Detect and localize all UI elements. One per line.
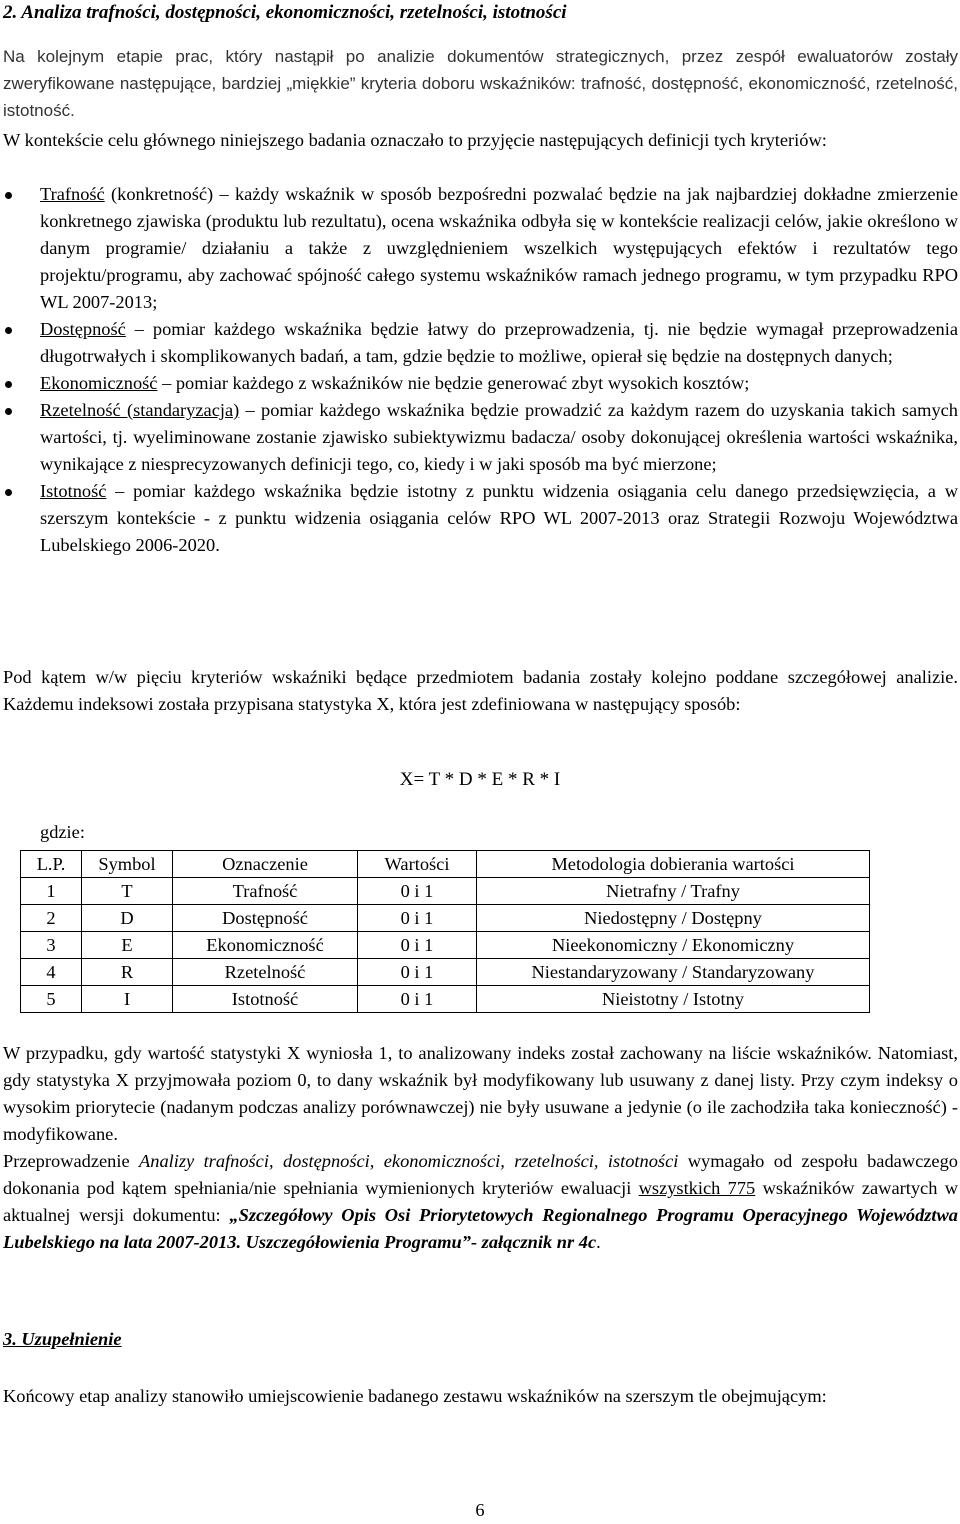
table-cell: Nietrafny / Trafny: [477, 878, 870, 905]
list-item: [0, 370, 958, 397]
criterion-term: Trafność: [40, 184, 105, 204]
page-number: 6: [475, 1500, 485, 1520]
table-row: [21, 905, 870, 932]
table-cell: Nieekonomiczny / Ekonomiczny: [477, 932, 870, 959]
table-cell: Nieistotny / Istotny: [477, 986, 870, 1013]
criterion-description: – pomiar każdego wskaźnika będzie łatwy do przeprowadzenia, tj. nie będzie wymagał przeprowadzenia długotrwałych i skomplikowanych badań, a tam, gdzie będzie to możliwe, opierał się będzie na dostępnych danych;: [40, 319, 958, 366]
table-cell: 3: [21, 932, 82, 959]
column-header: Wartości: [358, 851, 477, 878]
column-header: Metodologia dobierania wartości: [477, 851, 870, 878]
criterion-term: Dostępność: [40, 319, 126, 339]
criterion-description: – pomiar każdego wskaźnika będzie prowadzić za każdym razem do uzyskania takich samych wartości, tj. wyeliminowane zostanie zjawisko subiektywizmu badacza/ osoby dokonującej określenia wartości wskaźnika, wynikające z niesprecyzowanych definicji tego, co, kiedy i w jaki sposób ma być mierzone;: [40, 400, 958, 474]
indicator-count: wszystkich 775: [638, 1178, 756, 1198]
text-span: wymagało od zespołu badawczego dokonania pod kątem spełniania/nie spełniania wymienionych kryteriów ewaluacji: [3, 1151, 958, 1198]
result-paragraph: [3, 1040, 958, 1256]
table-cell: Niedostępny / Dostępny: [477, 905, 870, 932]
table-cell: 0 i 1: [358, 959, 477, 986]
table-cell: 0 i 1: [358, 986, 477, 1013]
list-item: [0, 397, 958, 478]
table-cell: 0 i 1: [358, 878, 477, 905]
table-cell: Dostępność: [173, 905, 358, 932]
criterion-description: (konkretność) – każdy wskaźnik w sposób bezpośredni pozwalać będzie na jak najbardziej dokładne zmierzenie konkretnego zjawiska (produktu lub rezultatu), ocena wskaźnika odbyła się w kontekście realizacji celów, jakie określono w danym programie/ działaniu a także z uwzględnieniem wszelkich występujących efektów i rezultatów tego projektu/programu, aby zachować spójność całego systemu wskaźników ramach jednego programu, w tym przypadku RPO WL 2007-2013;: [40, 184, 958, 312]
column-header: Oznaczenie: [173, 851, 358, 878]
table-cell: 4: [21, 959, 82, 986]
criteria-list: [0, 181, 960, 559]
list-item: [0, 316, 958, 370]
column-header: Symbol: [82, 851, 173, 878]
table-row: [21, 959, 870, 986]
table-header-row: [21, 851, 870, 878]
text-span: .: [596, 1232, 601, 1252]
table-cell: T: [82, 878, 173, 905]
table-cell: Istotność: [173, 986, 358, 1013]
section-title: 3. Uzupełnienie: [3, 1329, 122, 1349]
bullet-icon: [5, 327, 12, 334]
text-span: Przeprowadzenie: [3, 1151, 140, 1171]
context-paragraph: W kontekście celu głównego niniejszego badania oznaczało to przyjęcie następujących definicji tych kryteriów:: [3, 130, 827, 150]
table-cell: 0 i 1: [358, 932, 477, 959]
table-cell: R: [82, 959, 173, 986]
criterion-term: Istotność: [40, 481, 107, 501]
table-cell: Ekonomiczność: [173, 932, 358, 959]
statistic-explanation: W przypadku, gdy wartość statystyki X wyniosła 1, to analizowany indeks został zachowany na liście wskaźników. Natomiast, gdy statystyka X przyjmowała poziom 0, to dany wskaźnik był modyfikowany lub usuwany z danej listy. Przy czym indeksy o wysokim priorytecie (nadanym podczas analizy porównawczej) nie były usuwane a jedynie (o ile zachodziła taka konieczność) - modyfikowane.: [3, 1043, 958, 1144]
table-cell: I: [82, 986, 173, 1013]
bullet-icon: [5, 489, 12, 496]
formula: X= T * D * E * R * I: [399, 769, 561, 790]
column-header: L.P.: [21, 851, 82, 878]
analysis-scope-text: [3, 1148, 958, 1256]
analysis-name: Analizy trafności, dostępności, ekonomiczności, rzetelności, istotności: [139, 1151, 679, 1171]
criteria-table: [20, 850, 870, 1013]
analysis-paragraph: Pod kątem w/w pięciu kryteriów wskaźniki będące przedmiotem badania zostały kolejno poddane szczegółowej analizie. Każdemu indeksowi została przypisana statystyka X, która jest zdefiniowana w następujący sposób:: [3, 667, 958, 714]
bullet-icon: [5, 381, 12, 388]
criterion-description: – pomiar każdego wskaźnika będzie istotny z punktu widzenia osiągania celu danego przedsięwzięcia, a w szerszym kontekście - z punktu widzenia osiągania celów RPO WL 2007-2013 oraz Strategii Rozwoju Województwa Lubelskiego 2006-2020.: [40, 481, 958, 555]
where-label: gdzie:: [40, 822, 85, 842]
table-cell: 0 i 1: [358, 905, 477, 932]
criterion-term: Ekonomiczność: [40, 373, 158, 393]
table-row: [21, 932, 870, 959]
bullet-icon: [5, 192, 12, 199]
closing-paragraph: Końcowy etap analizy stanowiło umiejscowienie badanego zestawu wskaźników na szerszym tle obejmującym:: [3, 1386, 827, 1406]
table-row: [21, 878, 870, 905]
list-item: [0, 478, 958, 559]
list-item: [0, 181, 958, 316]
table-cell: E: [82, 932, 173, 959]
table-row: [21, 986, 870, 1013]
criterion-description: – pomiar każdego z wskaźników nie będzie generować zbyt wysokich kosztów;: [157, 373, 750, 393]
table-cell: 2: [21, 905, 82, 932]
table-cell: D: [82, 905, 173, 932]
criterion-term: Rzetelność (standaryzacja): [40, 400, 240, 420]
section-heading: 2. Analiza trafności, dostępności, ekonomiczności, rzetelności, istotności: [3, 2, 567, 23]
table-cell: Niestandaryzowany / Standaryzowany: [477, 959, 870, 986]
text-span: wskaźników zawartych w aktualnej wersji dokumentu:: [3, 1178, 958, 1225]
bullet-icon: [5, 408, 12, 415]
document-title: „Szczegółowy Opis Osi Priorytetowych Regionalnego Programu Operacyjnego Województwa Lubelskiego na lata 2007-2013. Uszczegółowienia Programu”- załącznik nr 4c: [3, 1205, 958, 1252]
table-cell: 1: [21, 878, 82, 905]
table-cell: Trafność: [173, 878, 358, 905]
table-cell: 5: [21, 986, 82, 1013]
intro-paragraph: Na kolejnym etapie prac, który nastąpił po analizie dokumentów strategicznych, przez zespół ewaluatorów zostały zweryfikowane następujące, bardziej „miękkie” kryteria doboru wskaźników: trafność, dostępność, ekonomiczność, rzetelność, istotność.: [3, 47, 958, 120]
table-cell: Rzetelność: [173, 959, 358, 986]
